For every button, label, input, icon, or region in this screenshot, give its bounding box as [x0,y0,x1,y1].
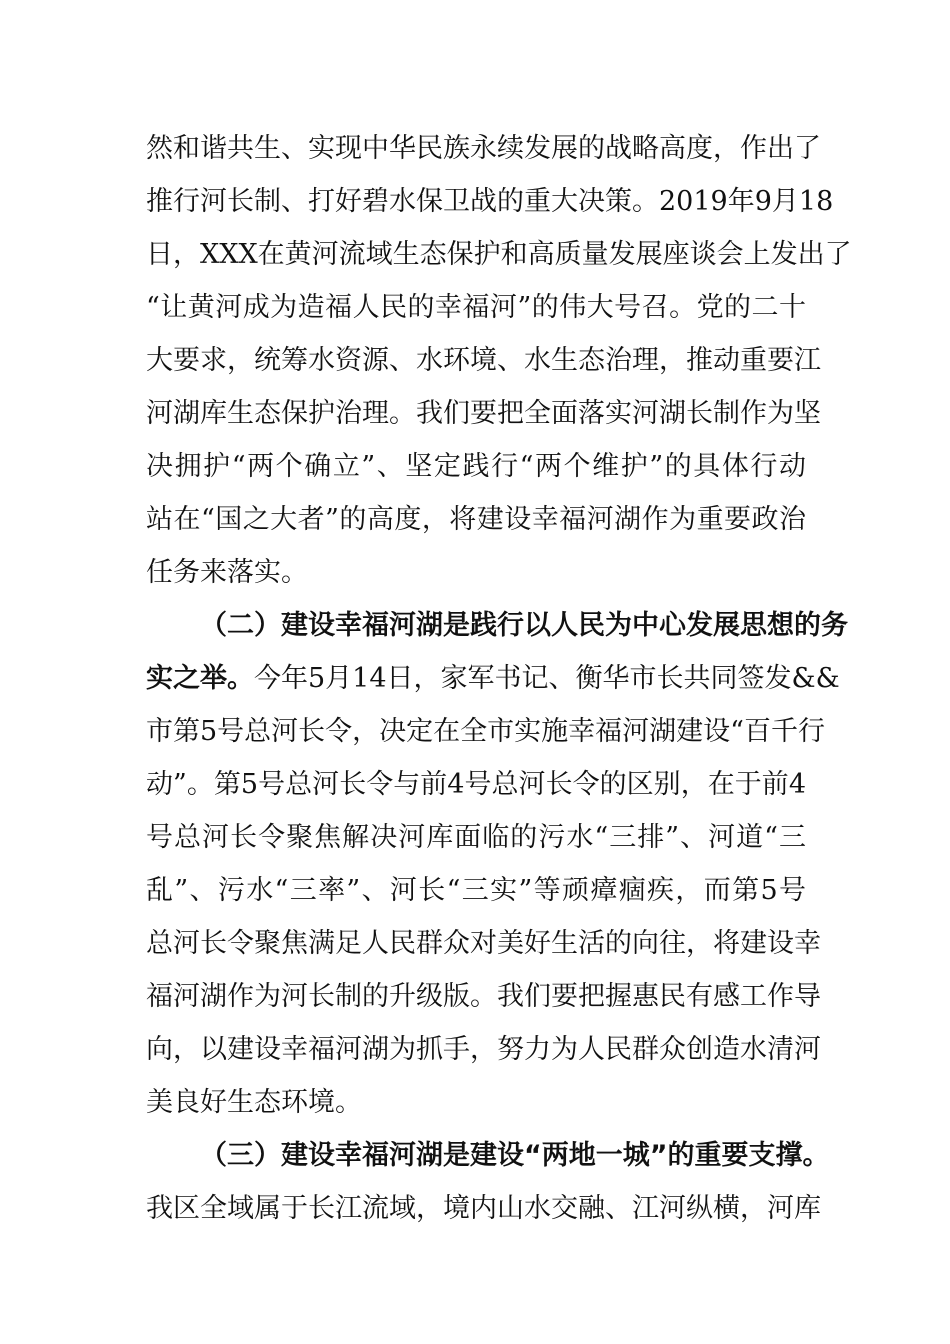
section-2-heading: （二）建设幸福河湖是践行以人民为中心发展思想的务 [200,610,848,641]
paragraph-2-line-5: 号总河长令聚焦解决河库面临的污水“三排”、河道“三 [146,822,806,853]
paragraph-2-line-4: 动”。第5号总河长令与前4号总河长令的区别，在于前4 [146,769,806,800]
paragraph-2-line-9: 向，以建设幸福河湖为抓手，努力为人民群众创造水清河 [146,1034,821,1065]
section-3-heading: （三）建设幸福河湖是建设“两地一城”的重要支撑。 [200,1140,830,1171]
paragraph-2-line-7: 总河长令聚焦满足人民群众对美好生活的向往，将建设幸 [146,928,821,959]
paragraph-1-line-4: “让黄河成为造福人民的幸福河”的伟大号召。党的二十 [146,292,806,323]
paragraph-2-line-2-text: 今年5月14日，家军书记、衡华市长共同签发&& [254,663,840,694]
paragraph-1-line-6: 河湖库生态保护治理。我们要把全面落实河湖长制作为坚 [146,398,821,429]
paragraph-1-line-7: 决拥护“两个确立”、坚定践行“两个维护”的具体行动 [146,451,806,482]
paragraph-1-line-5: 大要求，统筹水资源、水环境、水生态治理，推动重要江 [146,345,821,376]
paragraph-2-line-10: 美良好生态环境。 [146,1087,362,1118]
paragraph-2-line-3: 市第5号总河长令，决定在全市实施幸福河湖建设“百千行 [146,716,825,747]
paragraph-2-line-8: 福河湖作为河长制的升级版。我们要把握惠民有感工作导 [146,981,821,1012]
paragraph-2-line-2 [146,652,840,705]
paragraph-1-line-2: 推行河长制、打好碧水保卫战的重大决策。2019年9月18 [146,186,834,217]
paragraph-1-line-3: 日，XXX在黄河流域生态保护和高质量发展座谈会上发出了 [146,239,852,270]
paragraph-2-line-6: 乱”、污水“三率”、河长“三实”等顽瘴痼疾，而第5号 [146,875,806,906]
document-body [146,122,852,1235]
section-2-heading-end: 实之举。 [146,663,254,694]
paragraph-1-line-8: 站在“国之大者”的高度，将建设幸福河湖作为重要政治 [146,504,806,535]
paragraph-3-line-2: 我区全域属于长江流域，境内山水交融、江河纵横，河库 [146,1193,821,1224]
paragraph-1-line-9: 任务来落实。 [146,557,308,588]
paragraph-1-line-1: 然和谐共生、实现中华民族永续发展的战略高度，作出了 [146,133,821,164]
